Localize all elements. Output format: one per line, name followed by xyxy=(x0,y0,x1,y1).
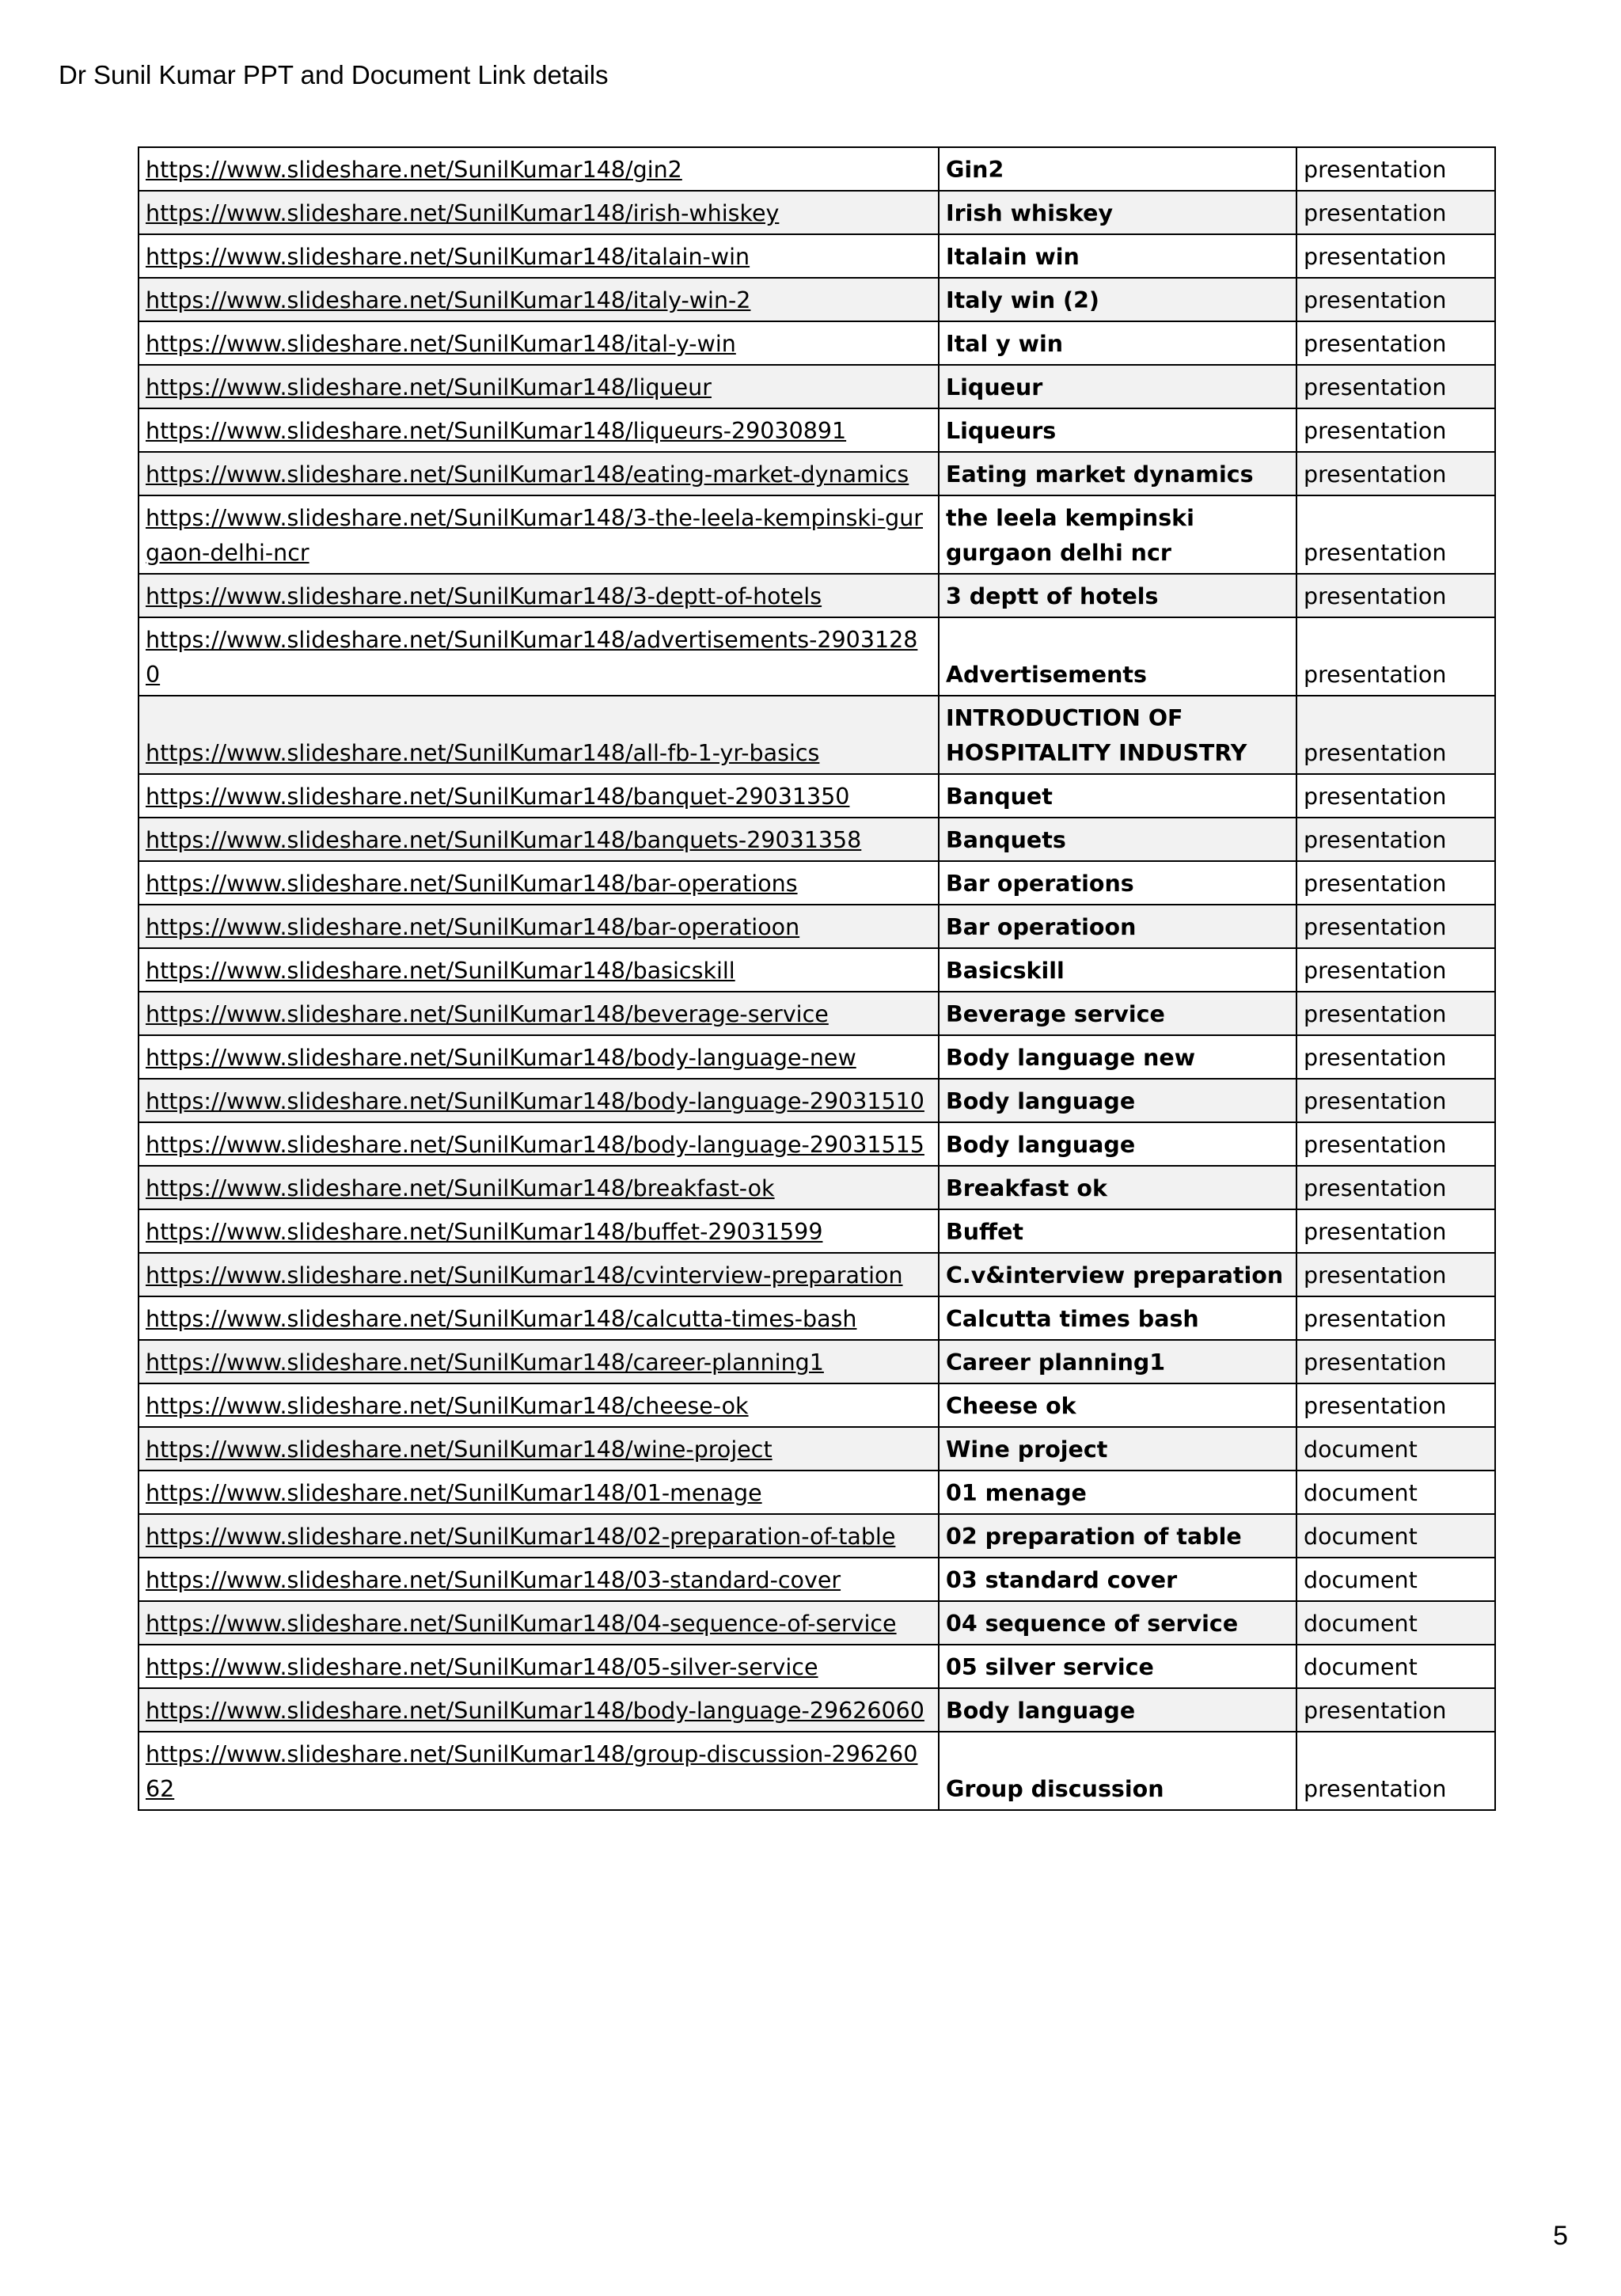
url-cell xyxy=(139,696,939,774)
type-cell: presentation xyxy=(1296,408,1495,452)
title-cell: Body language xyxy=(939,1079,1296,1122)
type-cell: presentation xyxy=(1296,574,1495,617)
slideshare-link[interactable]: https://www.slideshare.net/SunilKumar148/body-language-29031515 xyxy=(146,1132,924,1158)
url-cell xyxy=(139,1645,939,1688)
table-row xyxy=(139,1079,1495,1122)
title-cell: Cheese ok xyxy=(939,1383,1296,1427)
type-cell: presentation xyxy=(1296,321,1495,365)
table-row xyxy=(139,905,1495,948)
slideshare-link[interactable]: https://www.slideshare.net/SunilKumar148/01-menage xyxy=(146,1480,762,1506)
table-row xyxy=(139,574,1495,617)
type-cell: presentation xyxy=(1296,191,1495,234)
table-row xyxy=(139,1122,1495,1166)
table-row xyxy=(139,321,1495,365)
type-cell: presentation xyxy=(1296,1253,1495,1296)
table-row xyxy=(139,1035,1495,1079)
title-cell: Ital y win xyxy=(939,321,1296,365)
type-cell: presentation xyxy=(1296,696,1495,774)
slideshare-link[interactable]: https://www.slideshare.net/SunilKumar148/cheese-ok xyxy=(146,1393,749,1419)
title-cell: Gin2 xyxy=(939,147,1296,191)
table-row xyxy=(139,191,1495,234)
title-cell: 04 sequence of service xyxy=(939,1601,1296,1645)
table-row xyxy=(139,1645,1495,1688)
slideshare-link[interactable]: https://www.slideshare.net/SunilKumar148/eating-market-dynamics xyxy=(146,461,909,488)
title-cell: Irish whiskey xyxy=(939,191,1296,234)
slideshare-link[interactable]: https://www.slideshare.net/SunilKumar148/body-language-29626060 xyxy=(146,1698,924,1724)
url-cell xyxy=(139,1340,939,1383)
type-cell: presentation xyxy=(1296,1035,1495,1079)
type-cell: presentation xyxy=(1296,905,1495,948)
title-cell: Bar operations xyxy=(939,861,1296,905)
slideshare-link[interactable]: https://www.slideshare.net/SunilKumar148/banquets-29031358 xyxy=(146,827,862,853)
title-cell: 01 menage xyxy=(939,1471,1296,1514)
table-row xyxy=(139,1296,1495,1340)
url-cell xyxy=(139,365,939,408)
title-cell: Breakfast ok xyxy=(939,1166,1296,1209)
title-cell: Eating market dynamics xyxy=(939,452,1296,495)
title-cell: Body language new xyxy=(939,1035,1296,1079)
title-cell: Liqueurs xyxy=(939,408,1296,452)
title-cell: Buffet xyxy=(939,1209,1296,1253)
table-row xyxy=(139,1558,1495,1601)
type-cell: presentation xyxy=(1296,1340,1495,1383)
slideshare-link[interactable]: https://www.slideshare.net/SunilKumar148/group-discussion-29626062 xyxy=(146,1741,918,1802)
table-row xyxy=(139,617,1495,696)
table-row xyxy=(139,696,1495,774)
url-cell xyxy=(139,1209,939,1253)
title-cell: Calcutta times bash xyxy=(939,1296,1296,1340)
slideshare-link[interactable]: https://www.slideshare.net/SunilKumar148/03-standard-cover xyxy=(146,1567,841,1593)
slideshare-link[interactable]: https://www.slideshare.net/SunilKumar148/gin2 xyxy=(146,157,682,183)
title-cell: Liqueur xyxy=(939,365,1296,408)
url-cell xyxy=(139,617,939,696)
title-cell: Banquet xyxy=(939,774,1296,818)
slideshare-link[interactable]: https://www.slideshare.net/SunilKumar148/banquet-29031350 xyxy=(146,784,850,810)
slideshare-link[interactable]: https://www.slideshare.net/SunilKumar148/liqueur xyxy=(146,374,712,400)
title-cell: C.v&interview preparation xyxy=(939,1253,1296,1296)
title-cell: Italy win (2) xyxy=(939,278,1296,321)
type-cell: presentation xyxy=(1296,1296,1495,1340)
table-row xyxy=(139,1514,1495,1558)
type-cell: presentation xyxy=(1296,774,1495,818)
url-cell xyxy=(139,278,939,321)
url-cell xyxy=(139,1035,939,1079)
type-cell: presentation xyxy=(1296,452,1495,495)
table-row xyxy=(139,948,1495,992)
slideshare-link[interactable]: https://www.slideshare.net/SunilKumar148/beverage-service xyxy=(146,1001,829,1027)
slideshare-link[interactable]: https://www.slideshare.net/SunilKumar148/bar-operations xyxy=(146,871,798,897)
type-cell: presentation xyxy=(1296,818,1495,861)
slideshare-link[interactable]: https://www.slideshare.net/SunilKumar148/04-sequence-of-service xyxy=(146,1611,897,1637)
type-cell: presentation xyxy=(1296,1688,1495,1732)
links-table-body xyxy=(139,147,1495,1810)
title-cell: 03 standard cover xyxy=(939,1558,1296,1601)
slideshare-link[interactable]: https://www.slideshare.net/SunilKumar148/bar-operatioon xyxy=(146,914,800,940)
title-cell: Group discussion xyxy=(939,1732,1296,1810)
table-row xyxy=(139,1340,1495,1383)
table-row xyxy=(139,1471,1495,1514)
url-cell xyxy=(139,1514,939,1558)
url-cell xyxy=(139,191,939,234)
url-cell xyxy=(139,1558,939,1601)
type-cell: document xyxy=(1296,1427,1495,1471)
slideshare-link[interactable]: https://www.slideshare.net/SunilKumar148/3-deptt-of-hotels xyxy=(146,583,822,609)
type-cell: presentation xyxy=(1296,495,1495,574)
type-cell: presentation xyxy=(1296,1166,1495,1209)
table-row xyxy=(139,1253,1495,1296)
slideshare-link[interactable]: https://www.slideshare.net/SunilKumar148/italain-win xyxy=(146,244,750,270)
type-cell: presentation xyxy=(1296,1209,1495,1253)
title-cell: Italain win xyxy=(939,234,1296,278)
url-cell xyxy=(139,495,939,574)
url-cell xyxy=(139,948,939,992)
type-cell: presentation xyxy=(1296,1383,1495,1427)
slideshare-link[interactable]: https://www.slideshare.net/SunilKumar148/all-fb-1-yr-basics xyxy=(146,740,820,766)
title-cell: Bar operatioon xyxy=(939,905,1296,948)
type-cell: presentation xyxy=(1296,861,1495,905)
table-row xyxy=(139,1688,1495,1732)
url-cell xyxy=(139,992,939,1035)
url-cell xyxy=(139,1471,939,1514)
title-cell: Advertisements xyxy=(939,617,1296,696)
url-cell xyxy=(139,1166,939,1209)
type-cell: presentation xyxy=(1296,992,1495,1035)
title-cell: Career planning1 xyxy=(939,1340,1296,1383)
url-cell xyxy=(139,818,939,861)
slideshare-link[interactable]: https://www.slideshare.net/SunilKumar148/liqueurs-29030891 xyxy=(146,418,847,444)
slideshare-link[interactable]: https://www.slideshare.net/SunilKumar148/basicskill xyxy=(146,958,735,984)
url-cell xyxy=(139,774,939,818)
table-row xyxy=(139,818,1495,861)
url-cell xyxy=(139,321,939,365)
title-cell: Basicskill xyxy=(939,948,1296,992)
type-cell: document xyxy=(1296,1471,1495,1514)
title-cell: Beverage service xyxy=(939,992,1296,1035)
type-cell: presentation xyxy=(1296,147,1495,191)
type-cell: presentation xyxy=(1296,948,1495,992)
slideshare-link[interactable]: https://www.slideshare.net/SunilKumar148/calcutta-times-bash xyxy=(146,1306,857,1332)
url-cell xyxy=(139,1296,939,1340)
title-cell: Body language xyxy=(939,1122,1296,1166)
table-row xyxy=(139,1427,1495,1471)
table-row xyxy=(139,147,1495,191)
table-row xyxy=(139,365,1495,408)
slideshare-link[interactable]: https://www.slideshare.net/SunilKumar148/irish-whiskey xyxy=(146,200,780,226)
type-cell: presentation xyxy=(1296,234,1495,278)
slideshare-link[interactable]: https://www.slideshare.net/SunilKumar148/wine-project xyxy=(146,1436,773,1463)
title-cell: 05 silver service xyxy=(939,1645,1296,1688)
table-row xyxy=(139,1383,1495,1427)
slideshare-link[interactable]: https://www.slideshare.net/SunilKumar148/career-planning1 xyxy=(146,1349,824,1376)
table-row xyxy=(139,1166,1495,1209)
title-cell: the leela kempinski gurgaon delhi ncr xyxy=(939,495,1296,574)
type-cell: presentation xyxy=(1296,365,1495,408)
table-row xyxy=(139,774,1495,818)
table-row xyxy=(139,1732,1495,1810)
type-cell: presentation xyxy=(1296,278,1495,321)
url-cell xyxy=(139,1601,939,1645)
slideshare-link[interactable]: https://www.slideshare.net/SunilKumar148/3-the-leela-kempinski-gurgaon-delhi-ncr xyxy=(146,505,924,566)
type-cell: presentation xyxy=(1296,1079,1495,1122)
url-cell xyxy=(139,1427,939,1471)
title-cell: Wine project xyxy=(939,1427,1296,1471)
table-row xyxy=(139,1601,1495,1645)
table-row xyxy=(139,1209,1495,1253)
page-header-title: Dr Sunil Kumar PPT and Document Link details xyxy=(59,60,609,89)
table-row xyxy=(139,408,1495,452)
title-cell: 3 deptt of hotels xyxy=(939,574,1296,617)
url-cell xyxy=(139,1732,939,1810)
url-cell xyxy=(139,1079,939,1122)
url-cell xyxy=(139,147,939,191)
url-cell xyxy=(139,408,939,452)
type-cell: document xyxy=(1296,1558,1495,1601)
type-cell: presentation xyxy=(1296,1732,1495,1810)
url-cell xyxy=(139,1688,939,1732)
type-cell: document xyxy=(1296,1645,1495,1688)
table-row xyxy=(139,278,1495,321)
title-cell: INTRODUCTION OF HOSPITALITY INDUSTRY xyxy=(939,696,1296,774)
slideshare-link[interactable]: https://www.slideshare.net/SunilKumar148/body-language-new xyxy=(146,1045,856,1071)
page-number: 5 xyxy=(1553,2221,1568,2251)
title-cell: Banquets xyxy=(939,818,1296,861)
url-cell xyxy=(139,861,939,905)
url-cell xyxy=(139,574,939,617)
slideshare-link[interactable]: https://www.slideshare.net/SunilKumar148/ital-y-win xyxy=(146,331,736,357)
links-table xyxy=(138,146,1496,1811)
slideshare-link[interactable]: https://www.slideshare.net/SunilKumar148/02-preparation-of-table xyxy=(146,1524,896,1550)
table-row xyxy=(139,452,1495,495)
slideshare-link[interactable]: https://www.slideshare.net/SunilKumar148/body-language-29031510 xyxy=(146,1088,924,1114)
type-cell: document xyxy=(1296,1514,1495,1558)
slideshare-link[interactable]: https://www.slideshare.net/SunilKumar148/cvinterview-preparation xyxy=(146,1262,903,1288)
title-cell: 02 preparation of table xyxy=(939,1514,1296,1558)
url-cell xyxy=(139,1383,939,1427)
url-cell xyxy=(139,1253,939,1296)
title-cell: Body language xyxy=(939,1688,1296,1732)
slideshare-link[interactable]: https://www.slideshare.net/SunilKumar148/italy-win-2 xyxy=(146,287,751,313)
table-row xyxy=(139,234,1495,278)
table-row xyxy=(139,992,1495,1035)
table-row xyxy=(139,861,1495,905)
type-cell: presentation xyxy=(1296,1122,1495,1166)
url-cell xyxy=(139,905,939,948)
slideshare-link[interactable]: https://www.slideshare.net/SunilKumar148/advertisements-29031280 xyxy=(146,627,918,688)
slideshare-link[interactable]: https://www.slideshare.net/SunilKumar148/breakfast-ok xyxy=(146,1175,775,1201)
type-cell: document xyxy=(1296,1601,1495,1645)
url-cell xyxy=(139,1122,939,1166)
slideshare-link[interactable]: https://www.slideshare.net/SunilKumar148/buffet-29031599 xyxy=(146,1219,823,1245)
url-cell xyxy=(139,452,939,495)
slideshare-link[interactable]: https://www.slideshare.net/SunilKumar148/05-silver-service xyxy=(146,1654,818,1680)
type-cell: presentation xyxy=(1296,617,1495,696)
table-row xyxy=(139,495,1495,574)
url-cell xyxy=(139,234,939,278)
